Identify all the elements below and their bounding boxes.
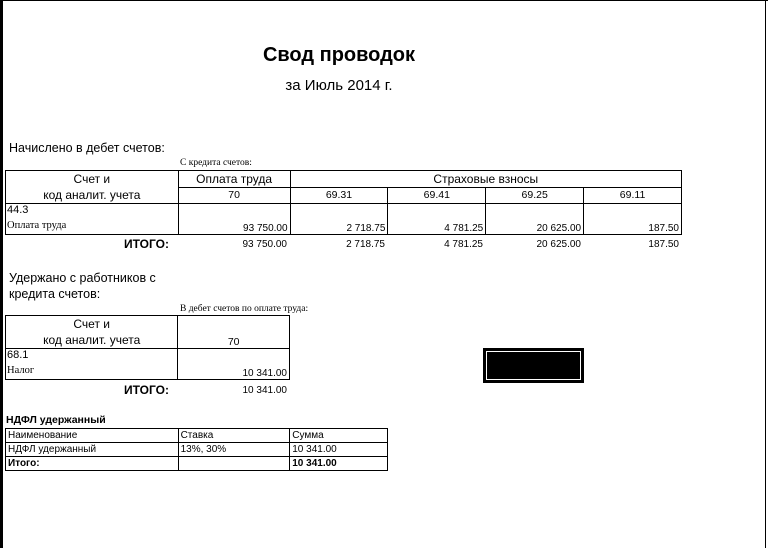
ndfl-row-sum: 10 341.00 [290, 443, 388, 457]
table-row [6, 457, 388, 471]
acc-69-31: 69.31 [290, 187, 388, 204]
ndfl-col-sum: Сумма [290, 429, 388, 443]
withheld-total-label: ИТОГО: [124, 383, 169, 397]
ndfl-col-name: Наименование [6, 429, 179, 443]
row-account-cell: 44.3 Оплата труда [6, 204, 179, 235]
debit-total-69-11: 187.50 [648, 239, 679, 250]
debit-total-69-31: 2 718.75 [346, 239, 385, 250]
ndfl-table [5, 428, 388, 471]
ndfl-row-name: НДФЛ удержанный [6, 443, 179, 457]
report-subtitle: за Июль 2014 г. [285, 77, 393, 94]
debit-section-heading: Начислено в дебет счетов: [9, 141, 165, 155]
col-header-salary: Оплата труда [178, 171, 290, 188]
table-row [6, 349, 290, 380]
row-value-69-11: 187.50 [584, 204, 682, 235]
withheld-table [5, 315, 290, 380]
ndfl-total-empty [178, 457, 290, 471]
row-value-70: 93 750.00 [178, 204, 290, 235]
black-button-box [483, 348, 584, 383]
table-row [6, 204, 682, 235]
withheld-total-70: 10 341.00 [242, 385, 287, 396]
acc-69-25: 69.25 [486, 187, 584, 204]
page-top-border [0, 0, 768, 1]
row-value-69-25: 20 625.00 [486, 204, 584, 235]
ndfl-total-sum: 10 341.00 [290, 457, 388, 471]
withheld-heading-line2: кредита счетов: [9, 287, 101, 301]
col-header-account: Счет и код аналит. учета [6, 316, 178, 349]
debit-total-69-41: 4 781.25 [444, 239, 483, 250]
row-value-70: 10 341.00 [178, 349, 290, 380]
page-right-border [765, 0, 766, 548]
withheld-heading-line1: Удержано с работников с [9, 271, 156, 285]
acc-69-11: 69.11 [584, 187, 682, 204]
acc-70: 70 [178, 316, 290, 349]
debit-total-69-25: 20 625.00 [536, 239, 581, 250]
debit-total-70: 93 750.00 [242, 239, 287, 250]
row-account-cell: 68.1 Налог [6, 349, 178, 380]
debit-caption: В дебет счетов по оплате труда: [180, 304, 309, 314]
debit-table [5, 170, 682, 235]
row-value-69-31: 2 718.75 [290, 204, 388, 235]
acc-69-41: 69.41 [388, 187, 486, 204]
credit-caption: С кредита счетов: [180, 158, 252, 168]
col-header-account: Счет и код аналит. учета [6, 171, 179, 204]
row-value-69-41: 4 781.25 [388, 204, 486, 235]
ndfl-heading: НДФЛ удержанный [6, 414, 106, 426]
table-row [6, 443, 388, 457]
ndfl-col-rate: Ставка [178, 429, 290, 443]
col-header-insurance: Страховые взносы [290, 171, 681, 188]
report-title: Свод проводок [262, 44, 416, 66]
acc-70: 70 [178, 187, 290, 204]
ndfl-total-label: Итого: [6, 457, 179, 471]
debit-total-label: ИТОГО: [124, 237, 169, 251]
ndfl-row-rate: 13%, 30% [178, 443, 290, 457]
